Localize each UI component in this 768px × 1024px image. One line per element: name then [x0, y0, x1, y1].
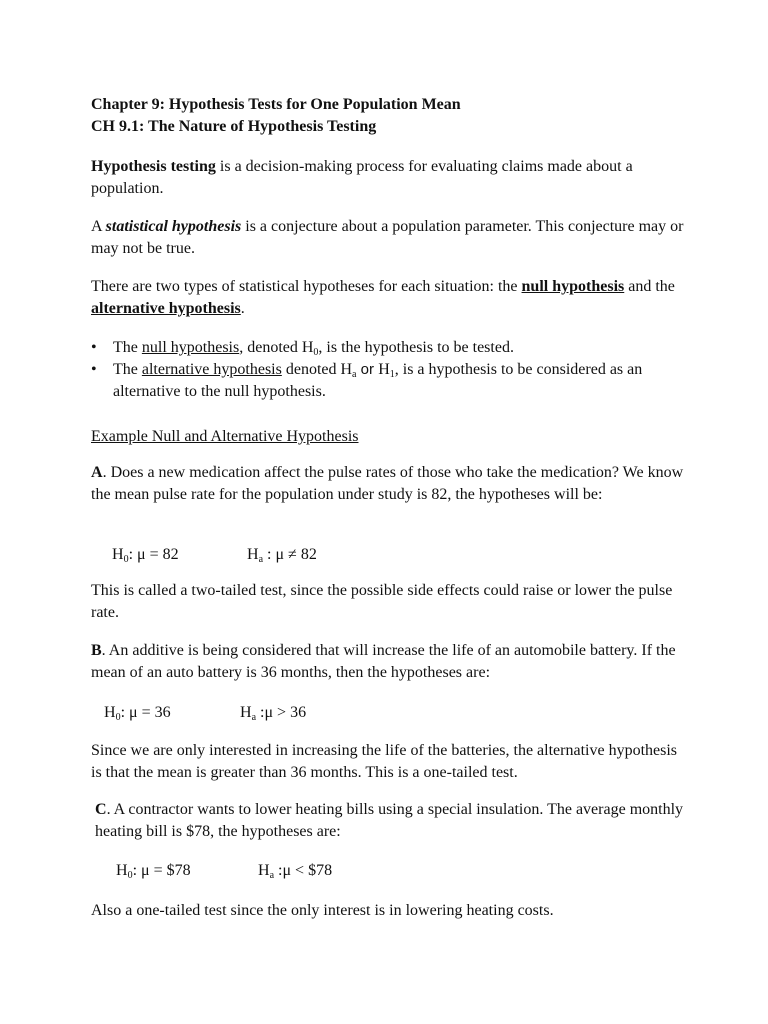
h0-subscript: 0 — [313, 347, 319, 358]
example-c-note: Also a one-tailed test since the only interest is in lowering heating costs. — [91, 902, 554, 919]
intro-text: is a decision-making process for evaluating claims made about a population. — [91, 158, 633, 197]
example-c-label: C — [95, 801, 107, 818]
h-symbol: H — [104, 704, 116, 721]
types-paragraph — [91, 276, 691, 320]
bullet-alt-or: or — [356, 361, 379, 378]
example-a-alternative-hypothesis — [247, 544, 317, 566]
example-b-alternative-hypothesis — [240, 702, 306, 724]
h0-subscript: 0 — [123, 554, 129, 565]
example-b-paragraph — [91, 640, 691, 684]
example-c-alternative-hypothesis — [258, 860, 332, 882]
h0-subscript: 0 — [115, 712, 121, 723]
h1-symbol: H — [378, 361, 390, 378]
bullet-alt-text: denoted H — [281, 361, 353, 378]
ha-subscript: a — [251, 712, 257, 723]
bullet-alt-term: alternative hypothesis — [141, 361, 282, 378]
example-a-text: . Does a new medication affect the pulse rates of those who take the medication? We know the mean pulse rate for the population under study is 82, the hypotheses will be: — [91, 464, 684, 503]
ha-subscript: a — [258, 554, 264, 565]
example-b-alt-relation: :μ > 36 — [256, 704, 307, 721]
example-a-alt-relation: : μ ≠ 82 — [263, 546, 317, 563]
bullet-marker: • — [91, 361, 97, 378]
example-b-label: B — [91, 642, 102, 659]
definition-paragraph — [91, 216, 691, 260]
alternative-hypothesis-term: alternative hypothesis — [91, 300, 241, 317]
chapter-title: Chapter 9: Hypothesis Tests for One Population Mean — [91, 96, 461, 113]
ha-subscript: a — [269, 870, 275, 881]
definition-text: is a conjecture about a population parameter. This conjecture may or may not be true. — [91, 218, 684, 257]
bullet-marker: • — [91, 339, 97, 356]
types-lead: There are two types of statistical hypotheses for each situation: the — [91, 278, 522, 295]
example-c-text: . A contractor wants to lower heating bills using a special insulation. The average monthly heating bill is $78, the hypotheses are: — [95, 801, 684, 840]
bullet-alternative — [91, 359, 691, 403]
h-symbol: H — [112, 546, 124, 563]
h-symbol: H — [240, 704, 252, 721]
null-hypothesis-term: null hypothesis — [521, 278, 625, 295]
types-end: . — [240, 300, 245, 317]
bullet-null-lead: The — [113, 339, 142, 356]
example-c-null-relation: : μ = $78 — [132, 862, 191, 879]
types-mid: and the — [624, 278, 675, 295]
definition-term: statistical hypothesis — [105, 218, 242, 235]
bullet-null-text: , denoted H — [239, 339, 314, 356]
example-c-paragraph — [95, 799, 695, 843]
example-c-null-hypothesis — [116, 860, 191, 882]
example-a-label: A — [91, 464, 103, 481]
h0-subscript: 0 — [127, 870, 133, 881]
bullet-alt-lead: The — [113, 361, 142, 378]
intro-term: Hypothesis testing — [91, 158, 216, 175]
example-b-null-hypothesis — [104, 702, 171, 724]
h-symbol: H — [247, 546, 259, 563]
example-b-null-relation: : μ = 36 — [120, 704, 171, 721]
bullet-null — [91, 337, 691, 359]
h-symbol: H — [116, 862, 128, 879]
example-b-note: Since we are only interested in increasing the life of the batteries, the alternative hypothesis is that the mean is greater than 36 months. This is a one-tailed test. — [91, 742, 678, 781]
example-a-note: This is called a two-tailed test, since the possible side effects could raise or lower the pulse rate. — [91, 582, 673, 621]
example-b-text: . An additive is being considered that will increase the life of an automobile battery. If the mean of an auto battery is 36 months, then the hypotheses are: — [91, 642, 676, 681]
example-a-null-hypothesis — [112, 544, 179, 566]
bullet-null-term: null hypothesis — [141, 339, 240, 356]
example-c-alt-relation: :μ < $78 — [274, 862, 333, 879]
section-title: CH 9.1: The Nature of Hypothesis Testing — [91, 118, 377, 135]
h-symbol: H — [258, 862, 270, 879]
hypothesis-bullet-list — [91, 337, 691, 403]
bullet-null-text-end: , is the hypothesis to be tested. — [318, 339, 514, 356]
example-a-paragraph — [91, 462, 691, 506]
ha-subscript: a — [352, 369, 357, 380]
bullet-alt-text-end: , is a hypothesis to be considered as an alternative to the null hypothesis. — [113, 361, 643, 400]
example-a-null-relation: : μ = 82 — [128, 546, 179, 563]
intro-paragraph — [91, 156, 691, 200]
example-heading: Example Null and Alternative Hypothesis — [91, 428, 359, 445]
h1-subscript: 1 — [389, 369, 395, 380]
definition-lead: A — [91, 218, 106, 235]
